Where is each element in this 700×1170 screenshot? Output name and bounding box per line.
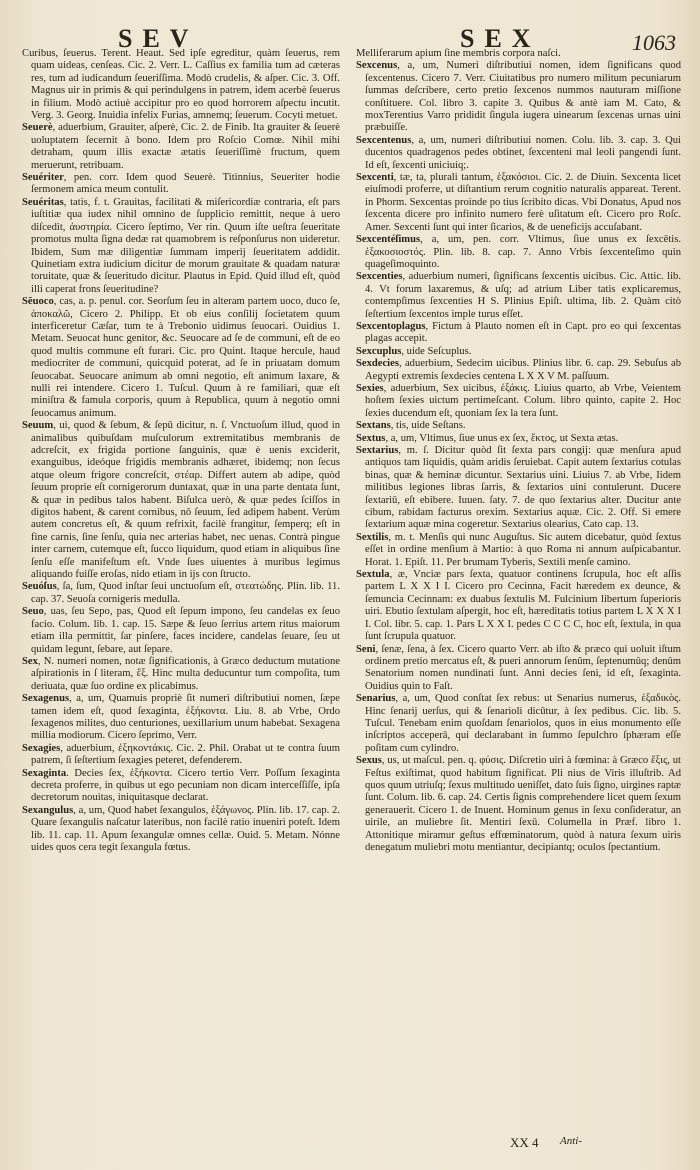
entry-lemma: Sexcenti	[356, 172, 394, 184]
entry-text: , tatis, f. t. Grauitas, facilitati & miſericordiæ contraria, eſt pars iuſtitiæ qua iudex nihil omnino de ſupplicio remittit, neque à uero diſcedit, ἀυστηρία. Cicero ſeptimo, Ver rin. Quum iſte ueſtra ſeueritate promotus multa ſigna dedæ rat quamobrem is reſponſurus non uideretur. Ibidem, Sum mæ diligentiæ ſummam imperij ſeueritatem addidit. Quinetiam extra iudicium dicitur de morum grauitate & quadam naturæ toruitate, quæ & ſeueritudo dicitur. Plautus in Epid. Quid illud eſt, quòd illi caperat frons ſeueritudine?	[31, 196, 340, 295]
entry-lemma: Seuéritas	[22, 196, 64, 208]
entry-lemma: Sextus	[356, 432, 386, 444]
entry-text: , pen. corr. Idem quod Seuerè. Titinnius, Seueriter hodie ſermonem amica meum contulit.	[31, 172, 340, 196]
dictionary-entry	[356, 135, 681, 172]
entry-text: , uide Seſcuplus.	[401, 345, 472, 357]
dictionary-entry	[22, 606, 340, 656]
right-column	[356, 48, 681, 1128]
entry-lemma: Seuum	[22, 420, 54, 432]
entry-text: , aduerbium, Sedecim uicibus. Plinius libr. 6. cap. 29. Sebuſus ab Aegypti extremis ſexdecies centena L X X V M. paſſuum.	[365, 358, 681, 382]
entry-text: , aduerbium, ἑξηκοντάκις. Cic. 2. Phil. Orabat ut te contra ſuum patrem, ſi ſeſtertium ſexagies peteret, defenderem.	[31, 742, 340, 767]
dictionary-entry	[356, 48, 681, 60]
entry-lemma: Sexcuplus	[356, 345, 402, 357]
dictionary-entry	[356, 358, 681, 383]
entry-lemma: Sexcenties	[356, 271, 403, 283]
entry-lemma: Sex	[22, 655, 38, 667]
dictionary-entry	[356, 271, 681, 321]
entry-text: , us, ut maſcul. pen. q. φύσις. Diſcretio uiri à fœmina: à Græco ἕξις, ut Feſtus exiſtimat, quod habitum ſignificat. Pli nius de Viris illuſtrib. Ad quos quum utriuſq; ſexus multitudo ueniſſet, dato ſuis ſigno, uirgines raptæ ſunt. Colum. lib. 6. cap. 24. Certis ſignis comprehendere licet quem ſexum generauerit. Cicero 1. de Inuent. Hominum genus in ſexu conſideratur, an uirile, an muliebre ſit. Mentiri ſexū. Columella in Præf. libro 1. Attonitique miramur geſtus effœminatorum, quòd à natura ſexum uiris denegatum muliebri motu mentiantur, decipiantq; oculos ſpectantium.	[365, 755, 681, 853]
signature-mark: XX 4	[510, 1135, 539, 1150]
dictionary-entry	[356, 433, 681, 445]
entry-lemma: Sexagenus	[22, 693, 70, 705]
entry-text: , a, um, Quamuis propriè ſit numeri diſtributiui nomen, ſæpe tamen idem eſt, quod ſexaginta, ἑξήκοντα. Liu. 8. ab Vrbe, Ordo ſexagenos milites, duo centuriones, uexillarium unum habebat. Sexagena millia modiorum. Cicero ſeprimo, Verr.	[31, 693, 340, 742]
entry-lemma: Senarius	[356, 693, 396, 705]
page-number: 1063	[632, 30, 676, 55]
entry-text: , ui, quod & ſebum, & ſepū dicitur, n. ſ. Vnctuoſum illud, quod in animalibus quibuſdam muſculorum extremitatibus membranis de adcreſcit, ex frigida portione ſanguinis, quæ è uenis exciderit, exanguibus, ideóque frigidis membranis adhæret, ibidemq; non ſecus atque oleum frigore concreſcit, στέαρ. Differt autem ab adipe, quòd ſeuum proprie eſt cornigerorum duntaxat, quæ in una parte dentata ſunt, & quæ in pedibus talos habent. Biſulca uerò, & quæ pedes ſciſſos in digitos habent, & carent cornibus, nō ſeuum, ſed adipem habent. Verùm autem concretus eſt, & quum refrixit, facilè frangitur, ſemperq; eſt in fine carnis, ſine ſenſu, quia nec arterias habet, nec uenas. Contrà pingue inter carnem, cutemque eſt, ſucco liquidum, quod etiam in aliquibus ſine ſenſu eſſe manifeſtum eſt. Vnde ſues uiuentes à muribus legimus aliquando fuiſſe eroſas, nido etiam in ijs con ſtructo.	[31, 420, 340, 581]
header-right: SEX	[460, 24, 541, 53]
dictionary-entry	[22, 296, 340, 420]
dictionary-entry	[356, 383, 681, 420]
entry-lemma: Sexcentenus	[356, 134, 412, 146]
entry-text: , ſa, ſum, Quod inſtar ſeui unctuoſum eſt, στεατώδης. Plin. lib. 11. cap. 37. Seuoſa cornigeris medulla.	[31, 581, 340, 605]
entry-text: , a, um, Numeri diſtributiui nomen, idem ſignificans quod ſexcentenus. Cicero 7. Verr. Ciuitatibus pro numero militum pecuniarum ſummas deſcribere, certo pretio ſexcenos nummos nauturam miſſione conſtituere. Col. libro 3. capite 3. Quibus & antè iam M. Cato, & moxTerentius Varro prididit ſingula iugera uinearum ſexcenas urnas uini præbuiſſe.	[365, 60, 681, 134]
dictionary-entry	[356, 755, 681, 854]
entry-text: , a, um, Vltimus, ſiue unus ex ſex, ἕκτος, ut Sexta ætas.	[385, 432, 619, 444]
entry-lemma: Sextarius	[356, 445, 399, 456]
dictionary-entry	[356, 420, 681, 432]
dictionary-entry	[22, 743, 340, 768]
entry-lemma: Sexcentoplagus	[356, 320, 426, 332]
dictionary-entry	[356, 346, 681, 358]
entry-lemma: Sexagies	[22, 742, 61, 754]
entry-lemma: Sexaginta	[22, 767, 67, 779]
dictionary-entry	[356, 693, 681, 755]
entry-text: , a, um, Quod habet ſexangulos, ἑξάγωνος. Plin. lib. 17. cap. 2. Quare ſexangulis naſcatur lateribus, non facilè ratio inueniri poteſt. Idem lib. 11. cap. 11. Apum ſexangulæ omnes cellæ. Ouid. 5. Metam. Nónne uides quos cera tegit ſexangula fœtus.	[31, 804, 340, 853]
entry-text: , aduerbium, Grauiter, aſperè, Cic. 2. de Finib. Ita grauiter & ſeuerè uoluptatem ſecernit à bono. Idem pro Roſcio Comœ. Nihil mihi detraham, quum illis exactæ ætatis ſeueriſſimè fructum, quem meruerunt, retribuam.	[31, 122, 340, 171]
entry-text: Melliferarum apium ſine membris corpora naſci.	[356, 48, 561, 59]
entry-lemma: Seni	[356, 643, 376, 655]
dictionary-entry	[356, 569, 681, 643]
entry-lemma: Seuériter	[22, 172, 64, 184]
dictionary-entry	[356, 60, 681, 134]
entry-text: , Fictum à Plauto nomen eſt in Capt. pro eo qui ſexcentas plagas accepit.	[365, 320, 681, 345]
entry-text: , a, um, Quod conſtat ſex rebus: ut Senarius numerus, ἑξαδικὸς. Hinc ſenarij uerſus, qui & ſenariolì dicūtur, à ſex pedibus. Cic. lib. 5. Tuſcul. Tenebam enim quoſdam ſenariolos, quos in eius monumento eſſe inſcriptos acceperā, qui declarabant in ſummo ſepulchro ſphæram eſſe poſitam cum cylindro.	[365, 693, 681, 754]
entry-text: , aduerbium, Sex uicibus, ἑξάκις. Liuius quarto, ab Vrbe, Veientem hoſtem ſexies uictum pertimeſcant. Colum. libro quinto, capite 2. Hoc ſexies ducendum eſt, quoniam ſex la tera ſunt.	[365, 382, 681, 419]
entry-lemma: Sēuoco	[22, 296, 54, 308]
left-column	[22, 48, 340, 1128]
entry-lemma: Sexus	[356, 755, 382, 767]
entry-lemma: Seuo	[22, 606, 44, 618]
dictionary-entry	[22, 197, 340, 296]
dictionary-entry	[22, 656, 340, 693]
entry-lemma: Sexcentéſimus	[356, 234, 421, 246]
dictionary-entry	[22, 805, 340, 855]
entry-text: . Decies ſex, ἑξήκοντα. Cicero tertio Verr. Poſſum ſexaginta decreta proferre, in quibus ut ego pecuniam non dicam interceſſiſſe, ipſa decretorum nouitas, iniquitasque declarat.	[31, 767, 340, 804]
entry-lemma: Sextans	[356, 420, 391, 432]
dictionary-entry	[22, 581, 340, 606]
header-left: SEV	[118, 24, 199, 53]
entry-lemma: Sexcenus	[356, 60, 398, 72]
dictionary-entry	[22, 693, 340, 743]
dictionary-entry	[356, 321, 681, 346]
entry-text: , tis, uide Seſtans.	[390, 420, 466, 432]
dictionary-entry	[22, 122, 340, 172]
entry-text: , tæ, ta, plurali tantum, ἑξακόσιοι. Cic. 2. de Diuin. Sexcenta licet eiuſmodi proferre, ut diſtantium rerum cognitio naturalis appareat. Terent. in Phorm. Sexcentas proinde po tius ſcribito dicas. Vbi Donatus, Apud nos ſexcenta dicere pro infinito numero ferè uſitatum eſt. Cicero pro Roſc. Amer. Sexcenti ſunt qui inter ſicarios, & de ueneficijs accuſabant.	[365, 172, 681, 233]
dictionary-entry	[22, 172, 340, 197]
dictionary-entry	[356, 234, 681, 271]
entry-text: , ſenæ, ſena, à ſex. Cicero quarto Verr. ab iſto & præco qui uoluit iſtum ordinem pretio mercatus eſt, & pueri annorum ſenûm, ſeptenumûq; denûm Senatorium nomen nundinati ſunt. Anni decies ſeni, id eſt, ſexaginta. Ouidius quin to Faſt.	[365, 643, 681, 692]
entry-lemma: Seuerè	[22, 122, 53, 134]
entry-lemma: Sextula	[356, 569, 390, 581]
catchword: Anti-	[560, 1135, 582, 1147]
dictionary-entry	[356, 172, 681, 234]
entry-text: , m. t. Menſis qui nunc Auguſtus. Sic autem dicebatur, quòd ſextus eſſet in ordine menſium à Martio: à quo Roma ni annum auſpicabantur. Horat. 1. Epiſt. 11. Per brumam Tyberis, Sextili menſe camino.	[365, 531, 681, 568]
dictionary-entry	[22, 420, 340, 581]
entry-text: , cas, a. p. penul. cor. Seorſum ſeu in alteram partem uoco, duco ſe, ἀποκαλῶ, Cicero 2. Philipp. Et ob eius conſilij ſocietatem quum interficeretur Cæſar, tum te à Trebonio uidimus ſeuocari. Ouidius 1. Metam. Seuocat hunc genitor, &c. Seuocare ad ſe de communi, eſt de eo quod multis commune eſt furari. Cic. pro Quint. Itaque hercule, haud mediocriter de communi, quicquid poterat, ad ſe in priuatam domum ſeuocabat. Seuocare animum ab omni negotio, eſt animum laxare, & nulli rei intendere. Cicero 1. Tuſcul. Quum à re familiari, quæ eſt miniſtra & famula corporis, quum à Republica, quum à negotio omni ſeuocamus animum.	[31, 296, 340, 419]
entry-text: , aduerbium numeri, ſignificans ſexcentis uicibus. Cic. Attic. lib. 4. Vt forum laxaremus, & uſq; ad atrium Liber tatis explicaremus, contempſimus ſexcenties H S. Plinius Epiſt. ultima, lib. 2. Quàm citò ſeſtertium ſexcentos imple turus eſſet.	[365, 271, 681, 320]
dictionary-entry	[22, 48, 340, 122]
entry-text: , m. ſ. Dicitur quòd ſit ſexta pars congij: quæ menſura apud antiquos tam liquidis, quàm aridis ſeruiebat. Capit autem ſextarius cotulas binas, quæ & heminæ dicuntur. Sextarius uini. Liuius 7. ab Vrbe, Iidem militibus legiones libras ſarris, & ſextarios uini contulerunt. Ducere ſextariū, eſt ebibere. Iuuen. ſaty. 7. de quo ſextarius alter. Ducitur ante cibum, rabidam facturus orexim. Sextarius aquæ. Cic. 2. Off. Si emere ſextarium aquæ mina cogeretur. Sextarius olearius, Cato cap. 13.	[365, 445, 681, 531]
dictionary-entry	[356, 445, 681, 532]
entry-text: , a, um, numeri diſtributiui nomen. Colu. lib. 3. cap. 3. Qui ducentos quadragenos pedes obtinet, ſexcenteni mal leoli pangendi ſunt. Id eſt, ſexcenti uniciuíq;.	[365, 134, 681, 171]
entry-lemma: Seuóſus	[22, 581, 57, 593]
entry-lemma: Sexdecies	[356, 358, 399, 370]
dictionary-entry	[22, 768, 340, 805]
entry-text: , uas, ſeu Sepo, pas, Quod eſt ſepum impono, ſeu candelas ex ſeuo facio. Colum. lib. 1. cap. 15. Sæpe & ſeuo ſerrius artem ritus maiorum etiam illa permittit, ſar pinſere, faces incidere, candelas ſeuare, ſeu ut quidam legunt, ſebare, aut ſepare.	[31, 606, 340, 655]
entry-text: , N. numeri nomen, notæ ſignificationis, à Græco deductum mutatione aſpirationis in ſ literam, ἕξ. Hinc multa deducuntur tum compoſita, tum deriuata, quæ ſuo ordine ex plicabimus.	[31, 655, 340, 692]
entry-text: Curibus, ſeuerus. Terent. Heaut. Sed ipſe egreditur, quàm ſeuerus, rem quam uideas, cenſeas. Cic. 2. Verr. L. Caſſius ex familia tum ad cæteras res, tum ad iudicandum ſeueriſſima. Modò crudelis, & aſper. Cic. 3. Off. Magnus uir in primis & qui perindulgens in patrem, idem acerbè ſeuerus in filium. Modò actiuè accipitur pro eo quod horrorem aſpectu incutit. Verg. 3. Georg. Inuidia infelix Furias, amnemq; ſeuerum. Cocyti metuet.	[22, 48, 340, 122]
dictionary-entry	[356, 532, 681, 569]
entry-text: , æ, Vnciæ pars ſexta, quatuor continens ſcrupula, hoc eſt aſſis partem L X X I I. Cicero pro Cecinna, Facit hæredem ex deunce, & ſemuncia Cecinnam: ex duabus ſextulis M. Fulcinium libertum ſuperioris uiri. Ebutio ſextulam aſpergit, hoc eſt, hæreditatis totius partem L X X X I I. Col. libr. 5. cap. 1. Pars L X X I. pedes C C C C, hoc eſt, ſextula, in qua ſunt ſcrupula quatuor.	[365, 569, 681, 643]
entry-text: , a, um, pen. corr. Vltimus, ſiue unus ex ſexcētis. ἑξακοσιοστός. Plin. lib. 8. cap. 7. Anno Vrbis ſexcenteſimo quin quageſimoquinto.	[365, 234, 681, 270]
entry-lemma: Sexies	[356, 382, 384, 394]
entry-lemma: Sextilis	[356, 531, 389, 543]
dictionary-entry	[356, 644, 681, 694]
entry-lemma: Sexangulus	[22, 804, 74, 816]
